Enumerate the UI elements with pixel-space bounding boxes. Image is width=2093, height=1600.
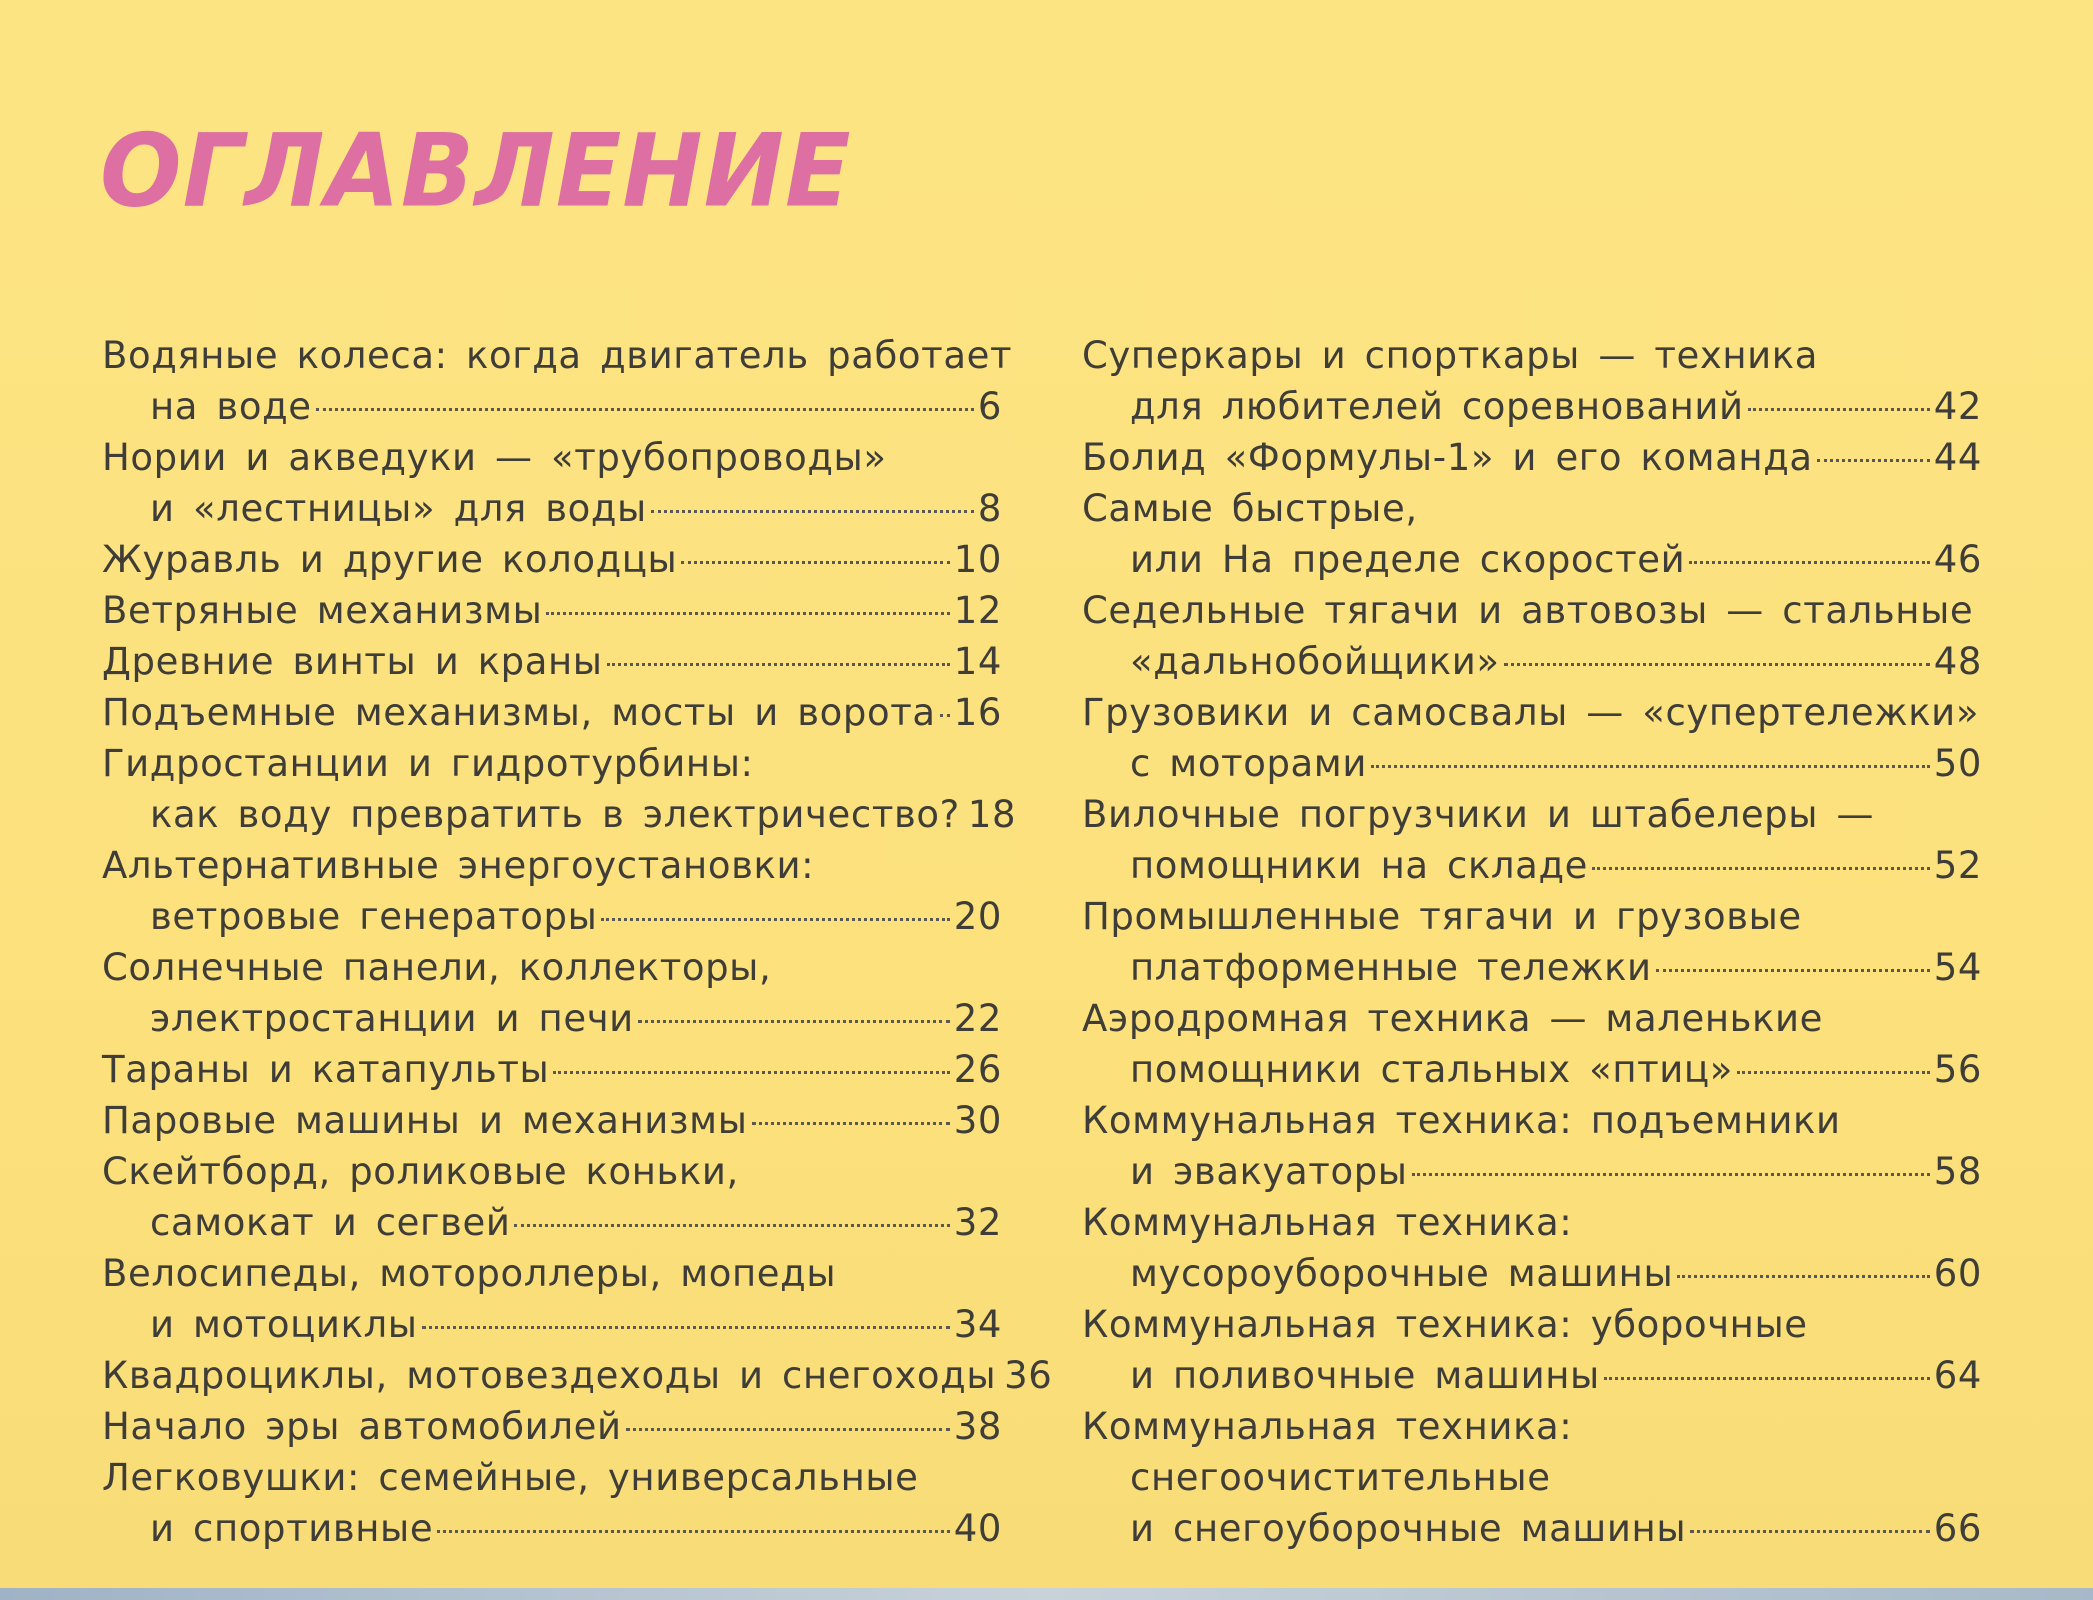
- toc-entry-last-line: [102, 993, 1002, 1044]
- toc-entry-last-line: [102, 1044, 1002, 1095]
- toc-entry-text: и мотоциклы: [150, 1303, 418, 1346]
- toc-entry-last-line: [102, 1350, 1053, 1401]
- toc-entry-text: Коммунальная техника: подъемники: [1082, 1099, 1841, 1142]
- toc-entry: [1082, 993, 1982, 1095]
- toc-entry: [102, 1044, 1002, 1095]
- toc-entry-text: Квадроциклы, мотовездеходы и снегоходы: [102, 1354, 997, 1397]
- toc-entry-text: помощники на складе: [1130, 844, 1589, 887]
- dot-leader: [681, 560, 949, 564]
- toc-entry-text: Самые быстрые,: [1082, 487, 1418, 530]
- toc-entry-text: Нории и акведуки — «трубопроводы»: [102, 436, 887, 479]
- page-number: 60: [1933, 1252, 1982, 1295]
- toc-entry-last-line: [1082, 738, 1982, 789]
- dot-leader: [601, 917, 949, 921]
- page-number: 22: [953, 997, 1002, 1040]
- page-number: 14: [953, 640, 1002, 683]
- toc-entry: [102, 840, 1002, 942]
- toc-entry-line: [102, 330, 1013, 381]
- page-number: 12: [953, 589, 1002, 632]
- dot-leader: [437, 1529, 949, 1533]
- dot-leader: [1604, 1376, 1930, 1380]
- toc-entry-text: Коммунальная техника: уборочные: [1082, 1303, 1808, 1346]
- toc-entry-last-line: [102, 789, 1017, 840]
- toc-entry-text: для любителей соревнований: [1130, 385, 1744, 428]
- toc-entry-line: [1082, 1197, 1982, 1248]
- page-number: 36: [1004, 1354, 1053, 1397]
- toc-entry: [102, 636, 1002, 687]
- toc-entry-line: [1082, 789, 1982, 840]
- toc-entry-text: Болид «Формулы-1» и его команда: [1082, 436, 1813, 479]
- toc-entry-text: и поливочные машины: [1130, 1354, 1600, 1397]
- toc-entry-line: [1082, 1095, 1982, 1146]
- toc-entry-last-line: [1082, 942, 1982, 993]
- toc-entry: [1082, 891, 1982, 993]
- toc-entry-text: Подъемные механизмы, мосты и ворота: [102, 691, 936, 734]
- toc-entry-line: [1082, 993, 1982, 1044]
- toc-entry-last-line: [102, 483, 1002, 534]
- toc-entry-line: [1082, 483, 1982, 534]
- toc-entry-last-line: [102, 891, 1002, 942]
- dot-leader: [651, 509, 974, 513]
- toc-entry-line: [102, 1248, 1002, 1299]
- dot-leader: [1592, 866, 1930, 870]
- dot-leader: [1748, 407, 1930, 411]
- toc-entry-text: Скейтборд, роликовые коньки,: [102, 1150, 739, 1193]
- toc-entry: [102, 687, 1002, 738]
- page-number: 20: [953, 895, 1002, 938]
- page-title: ОГЛАВЛЕНИЕ: [100, 112, 852, 230]
- toc-entry: [102, 432, 1002, 534]
- page-number: 66: [1933, 1507, 1982, 1550]
- toc-entry-last-line: [1082, 1350, 1982, 1401]
- toc-entry-text: Аэродромная техника — маленькие: [1082, 997, 1823, 1040]
- toc-entry-text: как воду превратить в электричество?: [150, 793, 960, 836]
- toc-entry-last-line: [1082, 534, 1982, 585]
- dot-leader: [316, 407, 974, 411]
- toc-entry-line: [1082, 891, 1982, 942]
- toc-entry-last-line: [1082, 1146, 1982, 1197]
- toc-column-right: [1082, 330, 1982, 1554]
- page-number: 26: [953, 1048, 1002, 1091]
- toc-entry: [1082, 789, 1982, 891]
- toc-entry-text: Коммунальная техника:: [1082, 1201, 1573, 1244]
- toc-column-left: [102, 330, 1053, 1554]
- dot-leader: [752, 1121, 950, 1125]
- toc-entry-last-line: [102, 381, 1002, 432]
- toc-entry-text: Начало эры автомобилей: [102, 1405, 622, 1448]
- toc-entry-text: Коммунальная техника:: [1082, 1405, 1573, 1448]
- toc-entry-last-line: [1082, 636, 1982, 687]
- toc-entry-last-line: [1082, 381, 1982, 432]
- toc-entry: [102, 1401, 1002, 1452]
- dot-leader: [1412, 1172, 1930, 1176]
- toc-entry-text: или На пределе скоростей: [1130, 538, 1686, 581]
- dot-leader: [1677, 1274, 1929, 1278]
- toc-entry-text: Солнечные панели, коллекторы,: [102, 946, 772, 989]
- page-number: 54: [1933, 946, 1982, 989]
- toc-entry-text: Альтернативные энергоустановки:: [102, 844, 815, 887]
- page-number: 32: [953, 1201, 1002, 1244]
- toc-entry-text: и эвакуаторы: [1130, 1150, 1408, 1193]
- toc-entry: [102, 534, 1002, 585]
- page-number: 30: [953, 1099, 1002, 1142]
- toc-entry-text: Гидростанции и гидротурбины:: [102, 742, 754, 785]
- page-number: 40: [953, 1507, 1002, 1550]
- dot-leader: [1371, 764, 1930, 768]
- page-number: 48: [1933, 640, 1982, 683]
- toc-entry: [102, 738, 1017, 840]
- page-number: 44: [1933, 436, 1982, 479]
- toc-entry-text: Грузовики и самосвалы — «супертележки»: [1082, 691, 1980, 734]
- dot-leader: [1504, 662, 1930, 666]
- toc-entry-last-line: [102, 1197, 1002, 1248]
- toc-entry-text: Суперкары и спорткары — техника: [1082, 334, 1818, 377]
- toc-entry: [102, 1248, 1002, 1350]
- toc-entry-text: Тараны и катапульты: [102, 1048, 550, 1091]
- dot-leader: [607, 662, 950, 666]
- toc-entry: [1082, 1299, 1982, 1401]
- page-number: 50: [1933, 742, 1982, 785]
- dot-leader: [626, 1427, 950, 1431]
- toc-entry-last-line: [1082, 432, 1982, 483]
- toc-entry-line: [102, 432, 1002, 483]
- dot-leader: [422, 1325, 950, 1329]
- toc-entry-last-line: [102, 1503, 1002, 1554]
- dot-leader: [514, 1223, 949, 1227]
- toc-entry-last-line: [102, 585, 1002, 636]
- page-number: 16: [953, 691, 1002, 734]
- toc-entry: [1082, 483, 1982, 585]
- toc-entry-text: Велосипеды, мотороллеры, мопеды: [102, 1252, 837, 1295]
- dot-leader: [940, 713, 950, 717]
- toc-entry-text: «дальнобойщики»: [1130, 640, 1500, 683]
- dot-leader: [546, 611, 949, 615]
- page-bottom-edge: [0, 1588, 2093, 1600]
- toc-entry-text: и «лестницы» для воды: [150, 487, 647, 530]
- page-number: 46: [1933, 538, 1982, 581]
- toc-entry-text: Журавль и другие колодцы: [102, 538, 678, 581]
- toc-entry-line: [1082, 1401, 1982, 1452]
- toc-entry-line: [1082, 585, 1982, 636]
- toc-entry-text: Древние винты и краны: [102, 640, 603, 683]
- page-number: 38: [953, 1405, 1002, 1448]
- toc-entry-last-line: [1082, 1248, 1982, 1299]
- page-number: 8: [977, 487, 1002, 530]
- toc-entry: [102, 1350, 1053, 1401]
- toc-entry-text: мусороуборочные машины: [1130, 1252, 1674, 1295]
- toc-entry: [1082, 1095, 1982, 1197]
- toc-entry-line: [1082, 330, 1982, 381]
- toc-entry-line: [102, 738, 1002, 789]
- toc-entry: [1082, 330, 1982, 432]
- toc-entry-text: Седельные тягачи и автовозы — стальные: [1082, 589, 1974, 632]
- toc-entry-text: ветровые генераторы: [150, 895, 598, 938]
- toc-entry-line: [1082, 1452, 1982, 1503]
- dot-leader: [1817, 458, 1930, 462]
- toc-entry-text: и спортивные: [150, 1507, 434, 1550]
- toc-entry-last-line: [102, 534, 1002, 585]
- toc-entry: [102, 1146, 1002, 1248]
- toc-entry-last-line: [102, 1401, 1002, 1452]
- dot-leader: [1690, 1529, 1930, 1533]
- toc-entry-text: платформенные тележки: [1130, 946, 1652, 989]
- toc-entry-line: [102, 942, 1002, 993]
- toc-entry: [1082, 432, 1982, 483]
- toc-entry-text: с моторами: [1130, 742, 1367, 785]
- page-number: 18: [967, 793, 1017, 836]
- toc-entry-line: [102, 1146, 1002, 1197]
- toc-entry: [1082, 1401, 1982, 1554]
- toc-entry: [1082, 1197, 1982, 1299]
- toc-entry-text: на воде: [150, 385, 312, 428]
- dot-leader: [1737, 1070, 1930, 1074]
- toc-entry: [102, 585, 1002, 636]
- dot-leader: [1689, 560, 1929, 564]
- page-number: 42: [1933, 385, 1982, 428]
- toc-entry-text: Паровые машины и механизмы: [102, 1099, 748, 1142]
- toc-entry-line: [1082, 1299, 1982, 1350]
- toc-entry-line: [1082, 687, 1982, 738]
- dot-leader: [553, 1070, 949, 1074]
- page-number: 34: [953, 1303, 1002, 1346]
- toc-entry-last-line: [102, 687, 1002, 738]
- toc-entry-text: самокат и сегвей: [150, 1201, 511, 1244]
- toc-entry-text: снегоочистительные: [1130, 1456, 1551, 1499]
- toc-entry: [102, 942, 1002, 1044]
- toc-entry-last-line: [102, 1299, 1002, 1350]
- toc-entry-last-line: [1082, 840, 1982, 891]
- toc-entry-text: Водяные колеса: когда двигатель работает: [102, 334, 1013, 377]
- toc-entry: [102, 1452, 1002, 1554]
- toc-entry-text: Ветряные механизмы: [102, 589, 543, 632]
- toc-entry-text: Вилочные погрузчики и штабелеры —: [1082, 793, 1875, 836]
- toc-entry-text: помощники стальных «птиц»: [1130, 1048, 1733, 1091]
- toc-entry-last-line: [1082, 1044, 1982, 1095]
- dot-leader: [638, 1019, 950, 1023]
- toc-entry: [1082, 585, 1982, 687]
- toc-entry: [1082, 687, 1982, 789]
- toc-entry-text: и снегоуборочные машины: [1130, 1507, 1687, 1550]
- toc-entry: [102, 1095, 1002, 1146]
- toc-entry-line: [102, 840, 1002, 891]
- toc-entry-text: Легковушки: семейные, универсальные: [102, 1456, 919, 1499]
- toc-entry-text: электростанции и печи: [150, 997, 634, 1040]
- page-number: 64: [1933, 1354, 1982, 1397]
- toc-entry-last-line: [102, 1095, 1002, 1146]
- dot-leader: [1656, 968, 1930, 972]
- page-number: 10: [953, 538, 1002, 581]
- page-number: 52: [1933, 844, 1982, 887]
- page-number: 6: [977, 385, 1002, 428]
- toc-entry-last-line: [102, 636, 1002, 687]
- toc-entry-last-line: [1082, 1503, 1982, 1554]
- toc-entry-line: [102, 1452, 1002, 1503]
- page-number: 56: [1933, 1048, 1982, 1091]
- toc-entry: [102, 330, 1013, 432]
- page-number: 58: [1933, 1150, 1982, 1193]
- toc-entry-text: Промышленные тягачи и грузовые: [1082, 895, 1802, 938]
